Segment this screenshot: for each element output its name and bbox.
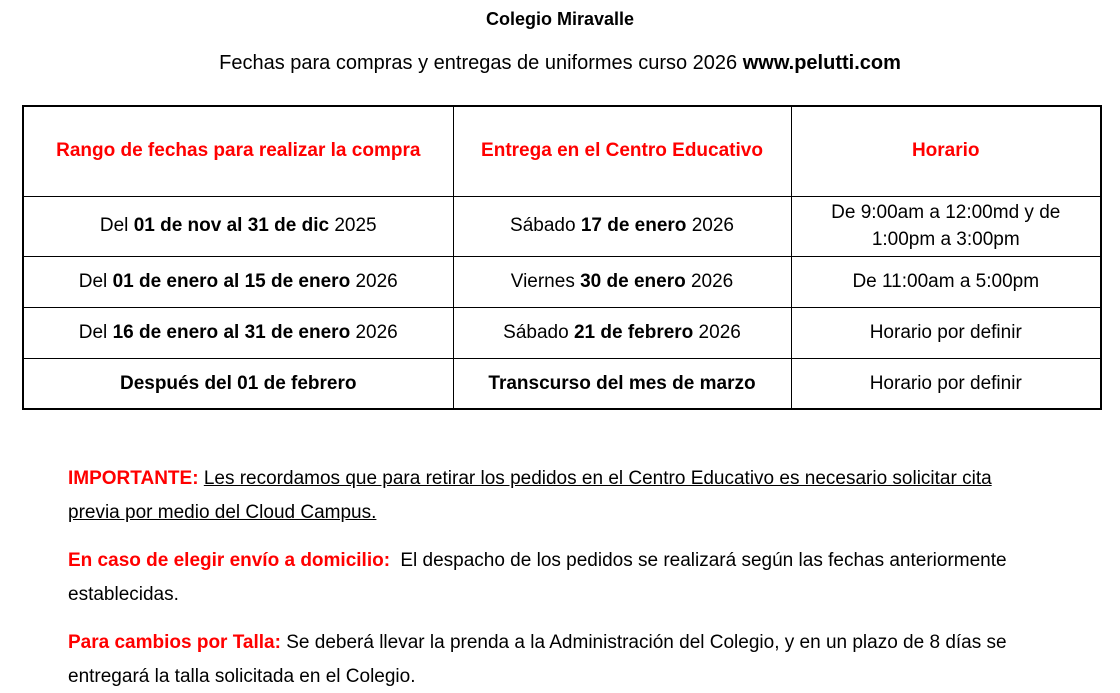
header-entrega-centro: Entrega en el Centro Educativo	[453, 106, 791, 196]
cell-text-bold: 30 de enero	[580, 270, 686, 292]
cell-text: Del	[78, 321, 113, 343]
cell-text: Horario por definir	[869, 321, 1022, 343]
cell-text-bold: 01 de nov al 31 de dic	[133, 215, 330, 237]
cell-entrega	[453, 196, 791, 256]
subtitle-text: Fechas para compras y entregas de uniformes curso 2026	[219, 52, 738, 74]
cell-compra	[23, 256, 453, 307]
note-envio-domicilio	[68, 544, 1040, 612]
cell-text-bold: 16 de enero al 31 de enero	[112, 321, 351, 343]
cell-text: Del	[78, 270, 113, 292]
note-importante	[68, 462, 1040, 530]
cell-text-bold: 01 de enero al 15 de enero	[112, 270, 351, 292]
cell-horario	[791, 358, 1101, 409]
cell-text: 2025	[329, 215, 377, 237]
note-text: Les recordamos que para retirar los pedidos en el Centro Educativo es necesario solicitar cita previa por medio del Cloud Campus.	[68, 468, 992, 524]
cell-text-bold: 17 de enero	[580, 215, 687, 237]
cell-text: 2026	[693, 321, 741, 343]
cell-entrega	[453, 307, 791, 358]
note-text: Se deberá llevar la prenda a la Administración del Colegio, y en un plazo de 8 días se entregará la talla solicitada en el Colegio.	[68, 632, 1007, 688]
page-title: Colegio Miravalle	[485, 9, 635, 29]
cell-text-bold: 21 de febrero	[573, 321, 694, 343]
cell-text: Del	[99, 215, 134, 237]
cell-horario	[791, 307, 1101, 358]
page-subtitle	[0, 52, 1120, 75]
cell-text: 2026	[686, 215, 734, 237]
note-lead: En caso de elegir envío a domicilio:	[68, 550, 391, 572]
table-header-row	[23, 106, 1101, 196]
cell-text: De 11:00am a 5:00pm	[852, 270, 1040, 292]
table-row	[23, 196, 1101, 256]
cell-text: 2026	[350, 270, 398, 292]
cell-text: 2026	[350, 321, 398, 343]
cell-text: 2026	[685, 270, 734, 292]
note-lead: Para cambios por Talla:	[68, 632, 281, 654]
cell-text: Viernes	[510, 270, 581, 292]
cell-compra	[23, 196, 453, 256]
cell-text: Horario por definir	[869, 372, 1022, 394]
table-row	[23, 358, 1101, 409]
note-cambios-talla	[68, 626, 1040, 693]
cell-entrega	[453, 256, 791, 307]
cell-text: De 9:00am a 12:00md y de 1:00pm a 3:00pm	[831, 201, 1061, 251]
cell-compra	[23, 307, 453, 358]
cell-entrega	[453, 358, 791, 409]
website-url: www.pelutti.com	[742, 52, 901, 74]
uniform-schedule-table	[22, 105, 1102, 410]
cell-horario	[791, 256, 1101, 307]
cell-text-bold: Transcurso del mes de marzo	[488, 372, 756, 394]
cell-horario	[791, 196, 1101, 256]
cell-text-bold: Después del 01 de febrero	[119, 372, 357, 394]
note-lead: IMPORTANTE:	[68, 468, 199, 490]
cell-text: Sábado	[510, 215, 581, 237]
note-text: El despacho de los pedidos se realizará según las fechas anteriormente establecidas.	[68, 550, 1007, 606]
cell-compra	[23, 358, 453, 409]
table-row	[23, 307, 1101, 358]
cell-text: Sábado	[503, 321, 574, 343]
header-rango-fechas: Rango de fechas para realizar la compra	[23, 106, 453, 196]
header-horario: Horario	[791, 106, 1101, 196]
notes-section	[68, 462, 1040, 693]
table-row	[23, 256, 1101, 307]
